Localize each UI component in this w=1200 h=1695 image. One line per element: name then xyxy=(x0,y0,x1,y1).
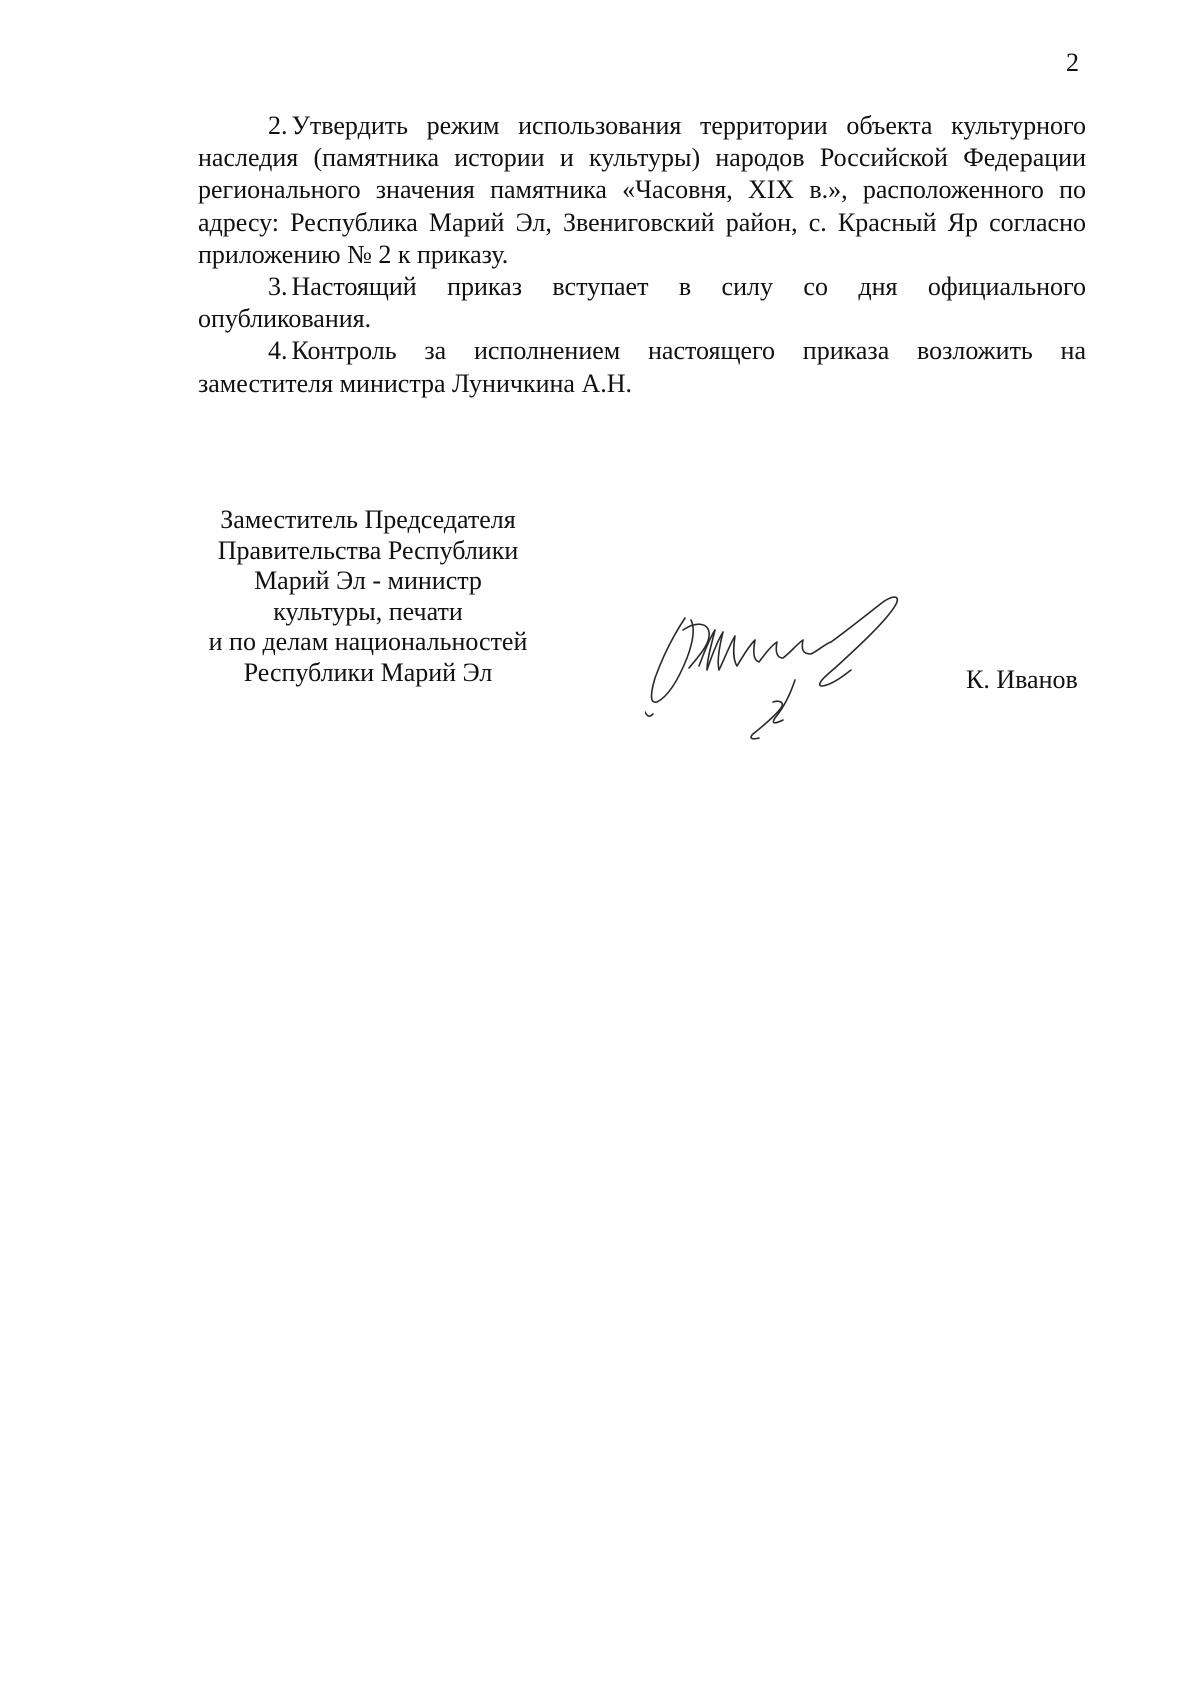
order-body xyxy=(198,110,1086,400)
page-number: 2 xyxy=(1066,48,1079,77)
handwritten-signature-icon xyxy=(645,592,965,768)
signature-stroke xyxy=(699,630,831,670)
signature-stroke xyxy=(683,624,709,668)
position-line: Правительства Республики xyxy=(217,535,519,565)
paragraph-3 xyxy=(198,271,1086,335)
paragraph-2 xyxy=(198,110,1086,271)
signature-stroke xyxy=(820,597,898,686)
signatory-position xyxy=(160,505,576,688)
signature-stroke xyxy=(652,618,694,702)
paragraph-number: 4. xyxy=(268,336,288,366)
paragraph-text: Настоящий приказ вступает в силу со дня официального опубликования. xyxy=(198,272,1086,334)
signer-name: К. Иванов xyxy=(966,665,1078,694)
position-line: культуры, печати xyxy=(273,596,463,626)
position-line: Марий Эл - министр xyxy=(254,566,482,595)
position-line: Заместитель Председателя xyxy=(220,505,516,534)
paragraph-text: Контроль за исполнением настоящего приказа возложить на заместителя министра Луничкина А.Н. xyxy=(198,336,1086,398)
paragraph-number: 2. xyxy=(268,111,288,140)
paragraph-number: 3. xyxy=(268,272,288,302)
position-line: Республики Марий Эл xyxy=(243,657,493,687)
signature-stroke xyxy=(751,701,782,739)
signature-stroke xyxy=(645,712,653,716)
paragraph-text: Утвердить режим использования территории объекта культурного наследия (памятника истории и культуры) народов Российской Федерации регионального значения памятника «Часовня, XIX в.», расположенного по адресу: Республика Марий Эл, Звениговский район, с. Красный Яр согласно приложению № 2 к приказу. xyxy=(198,111,1086,269)
position-line: и по делам национальностей xyxy=(208,627,528,656)
paragraph-4 xyxy=(198,335,1086,399)
